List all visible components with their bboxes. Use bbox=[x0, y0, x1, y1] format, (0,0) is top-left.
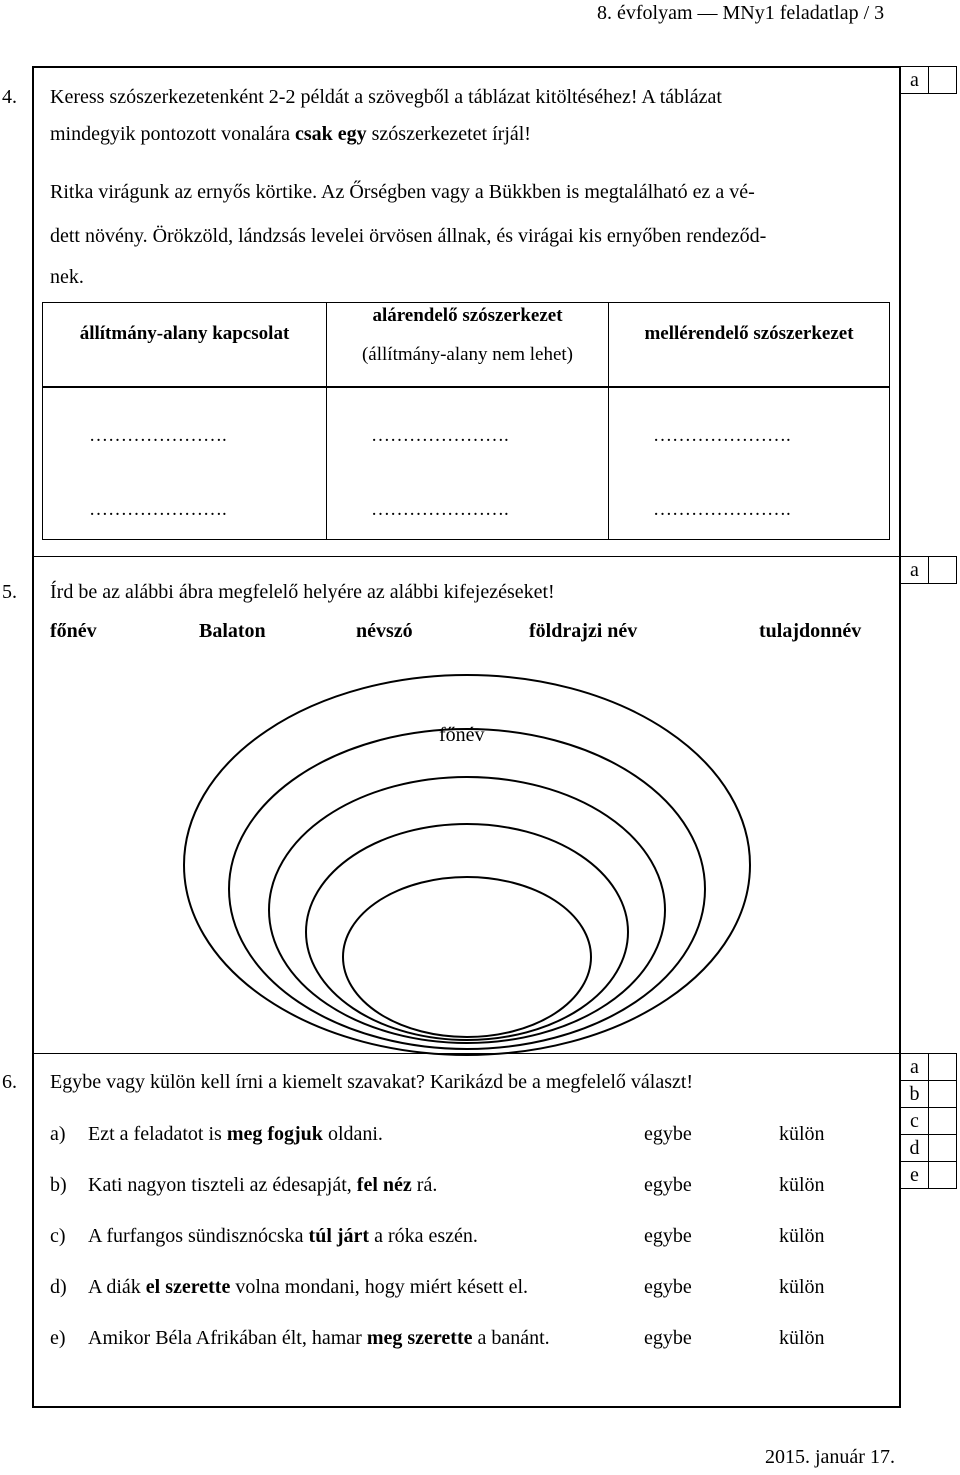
task4-text-line3: nek. bbox=[50, 266, 84, 288]
item-letter: a) bbox=[50, 1123, 66, 1145]
task6-score-box bbox=[900, 1053, 957, 1189]
option-kulon[interactable]: külön bbox=[779, 1327, 825, 1349]
task5-word: főnév bbox=[50, 620, 97, 642]
frame-bottom-line bbox=[32, 1406, 900, 1408]
answer-blank[interactable]: …………………. bbox=[371, 425, 509, 446]
item-sentence: Amikor Béla Afrikában élt, hamar meg szerette a banánt. bbox=[88, 1327, 550, 1349]
option-egybe[interactable]: egybe bbox=[644, 1174, 692, 1196]
task5-number: 5. bbox=[2, 581, 17, 603]
diagram-label: főnév bbox=[439, 724, 485, 746]
answer-blank[interactable]: …………………. bbox=[89, 499, 227, 520]
task5-word: földrajzi név bbox=[529, 620, 638, 642]
table-header-col3: mellérendelő szószerkezet bbox=[644, 323, 854, 344]
score-cell[interactable] bbox=[929, 67, 957, 94]
task4-number: 4. bbox=[2, 86, 17, 108]
score-cell[interactable] bbox=[929, 1108, 957, 1135]
item-letter: d) bbox=[50, 1276, 67, 1298]
table-header-col2-line2: (állítmány-alany nem lehet) bbox=[361, 344, 574, 365]
ellipse-4[interactable] bbox=[306, 824, 628, 1040]
score-label: a bbox=[901, 1054, 929, 1081]
footer-date: 2015. január 17. bbox=[765, 1446, 895, 1468]
answer-blank[interactable]: …………………. bbox=[653, 499, 791, 520]
item-sentence: Ezt a feladatot is meg fogjuk oldani. bbox=[88, 1123, 383, 1145]
item-sentence: A diák el szerette volna mondani, hogy miért késett el. bbox=[88, 1276, 529, 1298]
option-egybe[interactable]: egybe bbox=[644, 1225, 692, 1247]
task4-instruction-line2: mindegyik pontozott vonalára csak egy szószerkezetet írjál! bbox=[50, 123, 531, 145]
score-label: a bbox=[901, 557, 929, 584]
option-kulon[interactable]: külön bbox=[779, 1174, 825, 1196]
item-letter: c) bbox=[50, 1225, 66, 1247]
frame-top-line bbox=[32, 66, 900, 68]
page-header: 8. évfolyam — MNy1 feladatlap / 3 bbox=[597, 2, 885, 24]
task5-word: névszó bbox=[356, 620, 413, 642]
table-header-col2-line1: alárendelő szószerkezet bbox=[372, 305, 563, 326]
task6-instruction: Egybe vagy külön kell írni a kiemelt szavakat? Karikázd be a megfelelő választ! bbox=[50, 1071, 694, 1093]
item-sentence: Kati nagyon tiszteli az édesapját, fel néz rá. bbox=[88, 1174, 438, 1196]
score-cell[interactable] bbox=[929, 557, 957, 584]
frame-left-line bbox=[32, 66, 34, 1408]
task4-score-box bbox=[900, 66, 957, 94]
task6-number: 6. bbox=[2, 1071, 17, 1093]
separator-task4-5 bbox=[32, 556, 900, 557]
answer-blank[interactable]: …………………. bbox=[371, 499, 509, 520]
answer-blank[interactable]: …………………. bbox=[653, 425, 791, 446]
answer-blank[interactable]: …………………. bbox=[89, 425, 227, 446]
option-kulon[interactable]: külön bbox=[779, 1276, 825, 1298]
score-cell[interactable] bbox=[929, 1135, 957, 1162]
score-label: a bbox=[901, 67, 929, 94]
item-letter: b) bbox=[50, 1174, 67, 1196]
frame-right-line bbox=[899, 66, 901, 1408]
item-letter: e) bbox=[50, 1327, 66, 1349]
task5-score-box bbox=[900, 556, 957, 584]
task4-table bbox=[42, 302, 890, 540]
option-egybe[interactable]: egybe bbox=[644, 1327, 692, 1349]
option-kulon[interactable]: külön bbox=[779, 1225, 825, 1247]
item-sentence: A furfangos sündisznócska túl járt a róka eszén. bbox=[88, 1225, 478, 1247]
task4-text-line1: Ritka virágunk az ernyős körtike. Az Őrségben vagy a Bükkben is megtalálható ez a vé- bbox=[50, 181, 755, 203]
option-kulon[interactable]: külön bbox=[779, 1123, 825, 1145]
task5-instruction: Írd be az alábbi ábra megfelelő helyére az alábbi kifejezéseket! bbox=[50, 581, 555, 603]
score-label: e bbox=[901, 1162, 929, 1189]
option-egybe[interactable]: egybe bbox=[644, 1276, 692, 1298]
task5-word: Balaton bbox=[199, 620, 266, 642]
score-label: c bbox=[901, 1108, 929, 1135]
task5-word: tulajdonnév bbox=[759, 620, 862, 642]
score-cell[interactable] bbox=[929, 1081, 957, 1108]
ellipse-3[interactable] bbox=[269, 777, 665, 1043]
score-cell[interactable] bbox=[929, 1054, 957, 1081]
task4-text-line2: dett növény. Örökzöld, lándzsás levelei örvösen állnak, és virágai kis ernyőben rendeződ- bbox=[50, 225, 767, 247]
ellipse-inner[interactable] bbox=[343, 877, 591, 1037]
score-cell[interactable] bbox=[929, 1162, 957, 1189]
score-label: d bbox=[901, 1135, 929, 1162]
table-header-col1: állítmány-alany kapcsolat bbox=[79, 323, 290, 344]
task4-instruction-line1: Keress szószerkezetenként 2-2 példát a szövegből a táblázat kitöltéséhez! A táblázat bbox=[50, 86, 722, 108]
option-egybe[interactable]: egybe bbox=[644, 1123, 692, 1145]
score-label: b bbox=[901, 1081, 929, 1108]
